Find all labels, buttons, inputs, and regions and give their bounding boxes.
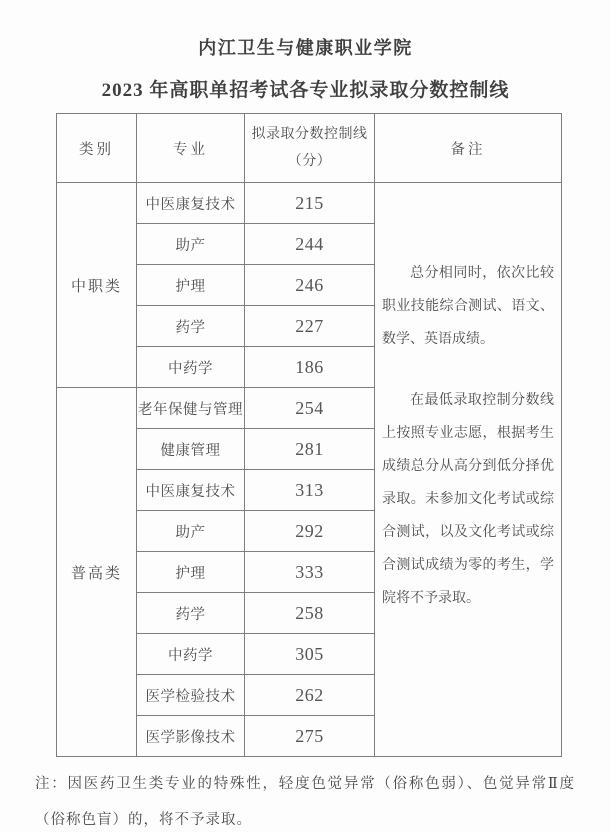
score-cell: 244 xyxy=(245,224,375,265)
score-cell: 186 xyxy=(245,347,375,388)
remarks-cell xyxy=(375,183,562,757)
score-cell: 246 xyxy=(245,265,375,306)
score-cell: 215 xyxy=(245,183,375,224)
score-table xyxy=(56,113,562,757)
header-remarks: 备注 xyxy=(375,114,562,183)
header-score-line2: （分） xyxy=(287,154,332,169)
score-cell: 333 xyxy=(245,552,375,593)
major-cell: 中药学 xyxy=(137,347,245,388)
header-score-line1: 拟录取分数控制线 xyxy=(251,127,368,142)
major-cell: 健康管理 xyxy=(137,429,245,470)
score-cell: 313 xyxy=(245,470,375,511)
major-cell: 医学影像技术 xyxy=(137,716,245,757)
score-cell: 262 xyxy=(245,675,375,716)
score-cell: 258 xyxy=(245,593,375,634)
major-cell: 助产 xyxy=(137,511,245,552)
table-row xyxy=(57,183,562,224)
table-header-row xyxy=(57,114,562,183)
major-cell: 护理 xyxy=(137,552,245,593)
remarks-paragraph-1: 总分相同时，依次比较职业技能综合测试、语文、数学、英语成绩。 xyxy=(382,266,554,347)
score-cell: 305 xyxy=(245,634,375,675)
major-cell: 护理 xyxy=(137,265,245,306)
header-major: 专业 xyxy=(137,114,245,183)
footnote: 注：因医药卫生类专业的特殊性，轻度色觉异常（俗称色弱）、色觉异常Ⅱ度（俗称色盲）的，将不予录取。 xyxy=(35,776,575,828)
score-cell: 275 xyxy=(245,716,375,757)
category-cell-pugao: 普高类 xyxy=(57,388,137,757)
major-cell: 中药学 xyxy=(137,634,245,675)
score-cell: 227 xyxy=(245,306,375,347)
header-score xyxy=(245,114,375,183)
header-category: 类别 xyxy=(57,114,137,183)
document-subtitle: 2023 年高职单招考试各专业拟录取分数控制线 xyxy=(101,80,510,101)
score-cell: 254 xyxy=(245,388,375,429)
major-cell: 中医康复技术 xyxy=(137,183,245,224)
major-cell: 老年保健与管理 xyxy=(137,388,245,429)
major-cell: 医学检验技术 xyxy=(137,675,245,716)
major-cell: 药学 xyxy=(137,306,245,347)
major-cell: 药学 xyxy=(137,593,245,634)
score-cell: 281 xyxy=(245,429,375,470)
document-title: 内江卫生与健康职业学院 xyxy=(198,38,413,58)
major-cell: 中医康复技术 xyxy=(137,470,245,511)
remarks-paragraph-2: 在最低录取控制分数线上按照专业志愿，根据考生成绩总分从高分到低分择优录取。未参加文化考试或综合测试，以及文化考试或综合测试成绩为零的考生，学院将不予录取。 xyxy=(382,393,554,606)
score-cell: 292 xyxy=(245,511,375,552)
category-cell-zhongzhi: 中职类 xyxy=(57,183,137,388)
major-cell: 助产 xyxy=(137,224,245,265)
